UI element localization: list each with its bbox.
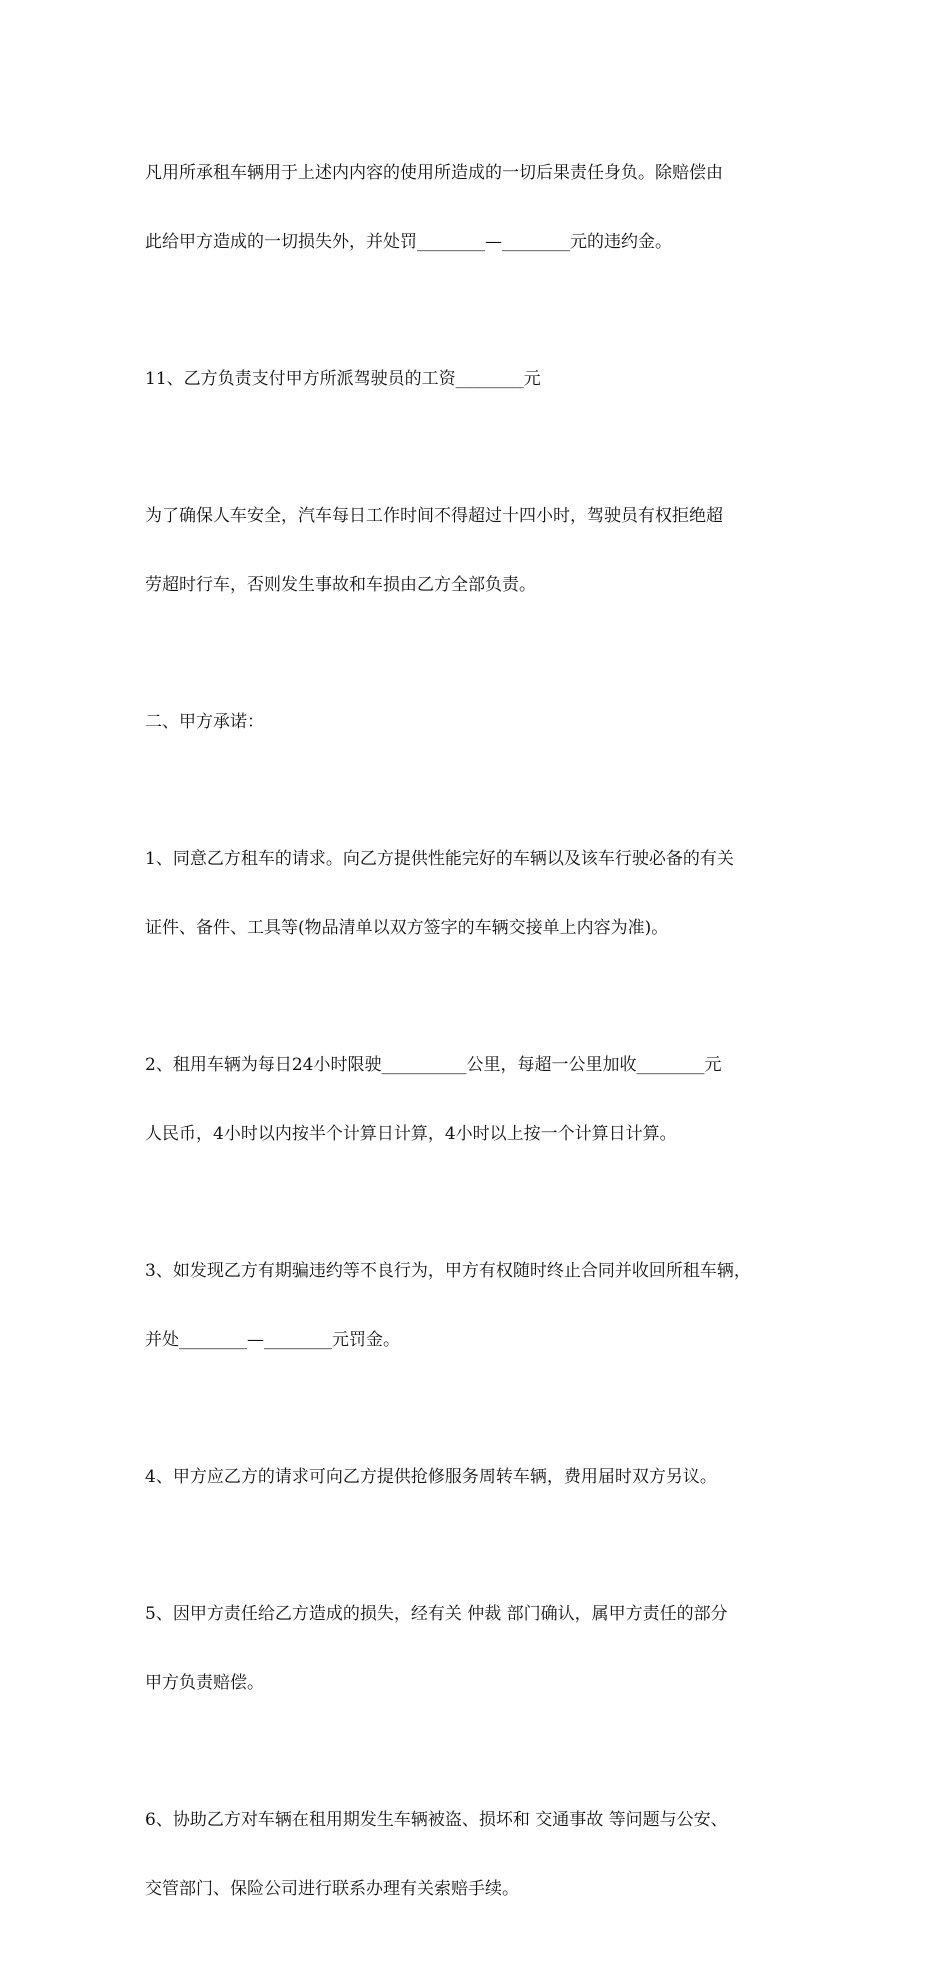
text-line: 此给甲方造成的一切损失外，并处罚________—________元的违约金。 xyxy=(145,232,672,252)
section-heading-party-a-commitments xyxy=(145,665,825,780)
text-line: 凡用所承租车辆用于上述内内容的使用所造成的一切后果责任身负。除赔偿由 xyxy=(145,163,723,183)
document-body xyxy=(145,116,825,1969)
text-line: 证件、备件、工具等(物品清单以双方签字的车辆交接单上内容为准)。 xyxy=(145,918,669,938)
text-line: 1、同意乙方租车的请求。向乙方提供性能完好的车辆以及该车行驶必备的有关 xyxy=(145,849,734,869)
paragraph-penalty-clause xyxy=(145,116,825,300)
text-line: 甲方负责赔偿。 xyxy=(145,1673,264,1693)
section-heading: 二、甲方承诺： xyxy=(145,712,264,732)
paragraph-commitment-5 xyxy=(145,1557,825,1741)
text-line: 劳超时行车，否则发生事故和车损由乙方全部负责。 xyxy=(145,575,536,595)
text-line: 11、乙方负责支付甲方所派驾驶员的工资________元 xyxy=(145,369,541,389)
paragraph-commitment-1 xyxy=(145,802,825,986)
text-line: 并处________—________元罚金。 xyxy=(145,1330,400,1350)
paragraph-item-11 xyxy=(145,322,825,437)
text-line: 5、因甲方责任给乙方造成的损失，经有关 仲裁 部门确认，属甲方责任的部分 xyxy=(145,1604,728,1624)
text-line: 人民币，4小时以内按半个计算日计算，4小时以上按一个计算日计算。 xyxy=(145,1124,677,1144)
text-line: 为了确保人车安全，汽车每日工作时间不得超过十四小时，驾驶员有权拒绝超 xyxy=(145,506,723,526)
paragraph-commitment-3 xyxy=(145,1214,825,1398)
text-line: 4、甲方应乙方的请求可向乙方提供抢修服务周转车辆，费用届时双方另议。 xyxy=(145,1467,717,1487)
text-line: 6、协助乙方对车辆在租用期发生车辆被盗、损坏和 交通事故 等问题与公安、 xyxy=(145,1810,728,1830)
paragraph-commitment-2 xyxy=(145,1008,825,1192)
text-line: 3、如发现乙方有期骗违约等不良行为，甲方有权随时终止合同并收回所租车辆， xyxy=(145,1261,751,1281)
paragraph-commitment-6 xyxy=(145,1763,825,1947)
paragraph-commitment-4 xyxy=(145,1420,825,1535)
paragraph-safety-clause xyxy=(145,459,825,643)
text-line: 2、租用车辆为每日24小时限驶__________公里，每超一公里加收________元 xyxy=(145,1055,722,1075)
text-line: 交管部门、保险公司进行联系办理有关索赔手续。 xyxy=(145,1879,519,1899)
